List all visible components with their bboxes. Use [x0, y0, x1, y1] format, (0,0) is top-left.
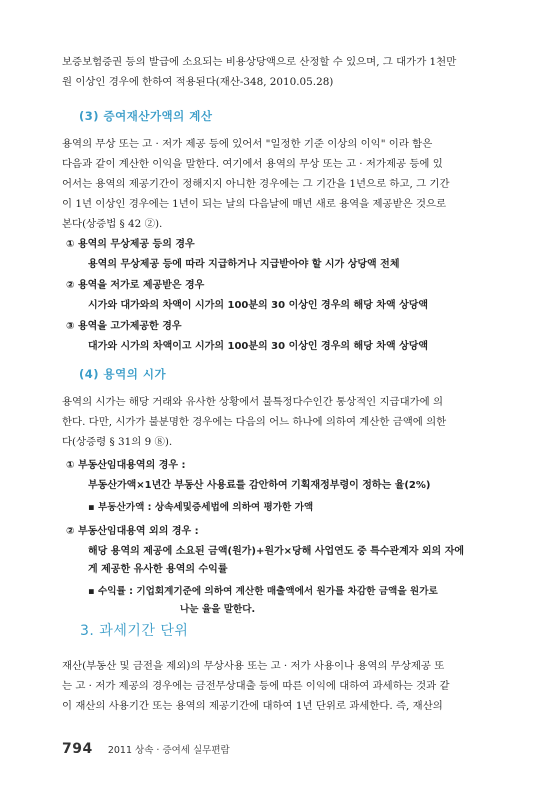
text-line: 용역의 무상 또는 고 · 저가 제공 등에 있어서 "일정한 기준 이상의 이익" 이라 함은 [62, 138, 433, 150]
service-price-paragraph [62, 392, 494, 452]
formula-text [88, 543, 500, 579]
intro-paragraph [62, 52, 494, 92]
formula-text: 부동산가액×1년간 부동산 사용료를 감안하여 기획재정부령이 정하는 율(2%) [88, 480, 431, 491]
gift-value-paragraph [62, 134, 494, 234]
text-line: 다(상증령 § 31의 9 ⑧). [62, 436, 173, 448]
page-number: 794 [62, 741, 93, 757]
text-line: 어서는 용역의 제공기간이 정해지지 아니한 경우에는 그 기간을 1년으로 하고, 그 기간 [62, 178, 450, 190]
text-line: 게 제공한 유사한 용역의 수익률 [88, 564, 228, 575]
taxation-period-paragraph [62, 656, 494, 716]
text-line: 한다. 다만, 시가가 불분명한 경우에는 다음의 어느 하나에 의하여 계산한 금액에 의한 [62, 416, 447, 428]
bullet-icon: ▪ [88, 586, 95, 597]
text-line: 원 이상인 경우에 한하여 적용된다(재산-348, 2010.05.28) [62, 76, 334, 88]
bullet-note [88, 583, 498, 619]
bullet-text: 수익률 : 기업회계기준에 의하여 계산한 매출액에서 원가를 차감한 금액을 원가로 [98, 586, 438, 597]
text-line: 이 1년 이상인 경우에는 1년이 되는 날의 다음날에 매년 새로 용역을 제공받은 것으로 [62, 198, 447, 210]
text-line: 본다(상증법 § 42 ②). [62, 218, 163, 230]
text-line: 용역의 시가는 해당 거래와 유사한 상황에서 불특정다수인간 통상적인 지급대가에 의 [62, 396, 444, 408]
text-line: 해당 용역의 제공에 소요된 금액(원가)+원가×당해 사업연도 중 특수관계자 외의 자에 [88, 546, 465, 557]
section-heading-service-market-price: (4) 용역의 시가 [79, 367, 167, 381]
list-item-title: ① 용역의 무상제공 등의 경우 [66, 239, 195, 250]
bullet-icon: ▪ [88, 502, 95, 513]
list-item-detail: 시가와 대가와의 차액이 시가의 100분의 30 이상인 경우의 해당 차액 상당액 [88, 300, 429, 311]
bullet-text: 부동산가액 : 상속세및증세법에 의하여 평가한 가액 [98, 502, 314, 513]
list-item-title: ① 부동산임대용역의 경우 : [66, 460, 186, 471]
section-heading-taxation-period: 3. 과세기간 단위 [80, 623, 189, 639]
page-footer [62, 738, 230, 757]
list-item-detail: 용역의 무상제공 등에 따라 지급하거나 지급받아야 할 시가 상당액 전체 [88, 259, 400, 270]
text-line: 이 재산의 사용기간 또는 용역의 제공기간에 대하여 1년 단위로 과세한다. 즉, 재산의 [62, 700, 443, 712]
book-title: 2011 상속 · 증여세 실무편람 [107, 745, 230, 756]
section-heading-gift-value: (3) 증여재산가액의 계산 [79, 109, 213, 123]
text-line: 다음과 같이 계산한 이익을 말한다. 여기에서 용역의 무상 또는 고 · 저가제공 등에 있 [62, 158, 443, 170]
bullet-note [88, 499, 498, 517]
text-line: 재산(부동산 및 금전을 제외)의 무상사용 또는 고 · 저가 사용이나 용역의 무상제공 또 [62, 660, 445, 672]
bullet-text-continued: 나눈 율을 말한다. [180, 604, 256, 615]
list-item-title: ② 부동산임대용역 외의 경우 : [66, 526, 199, 537]
list-item-detail: 대가와 시가의 차액이고 시가의 100분의 30 이상인 경우의 해당 차액 상당액 [88, 341, 429, 352]
list-item-title: ③ 용역을 고가제공한 경우 [66, 321, 182, 332]
text-line: 보증보험증권 등의 발급에 소요되는 비용상당액으로 산정할 수 있으며, 그 대가가 1천만 [62, 56, 457, 68]
text-line: 는 고 · 저가 제공의 경우에는 금전무상대출 등에 따른 이익에 대하여 과세하는 것과 같 [62, 680, 450, 692]
list-item-title: ② 용역을 저가로 제공받은 경우 [66, 280, 205, 291]
